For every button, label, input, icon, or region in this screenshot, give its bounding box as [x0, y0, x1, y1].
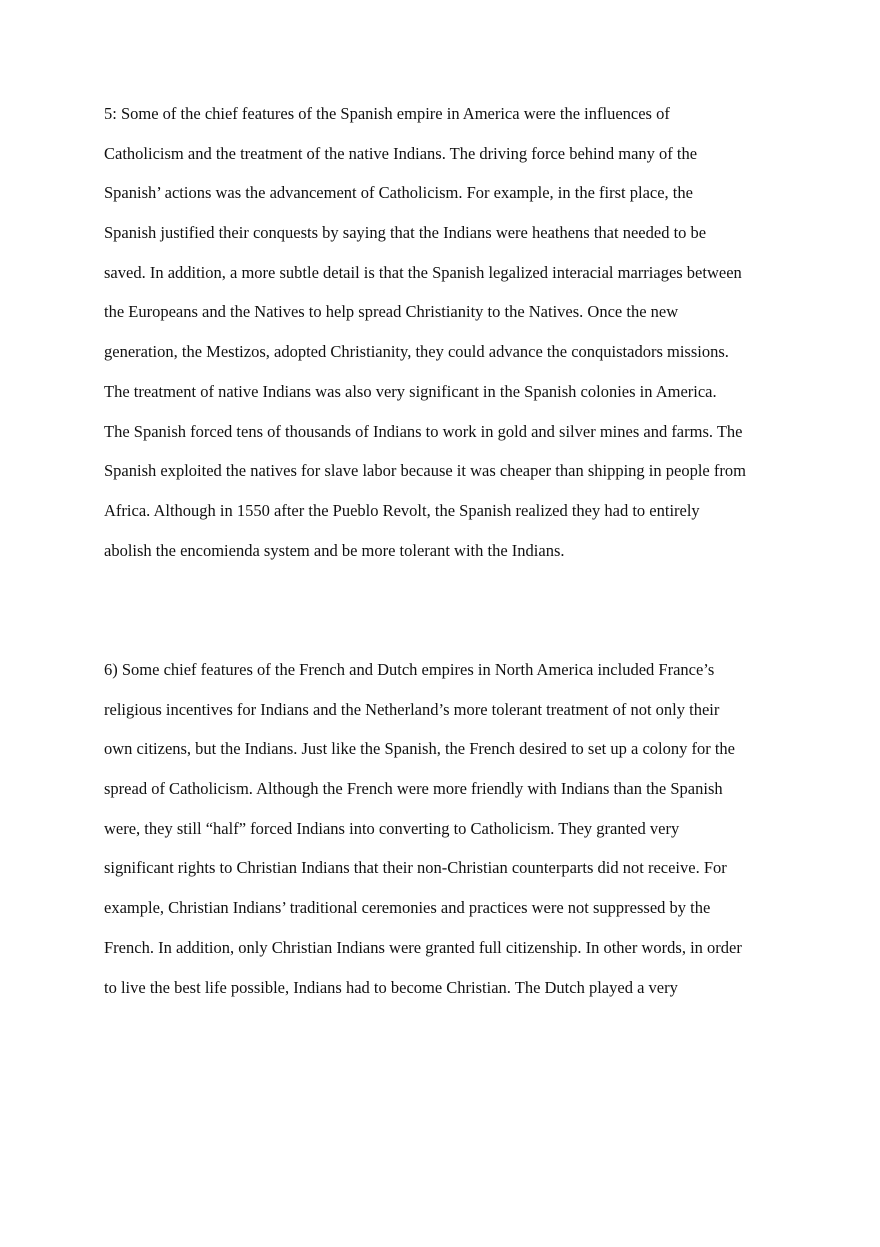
paragraph-line: own citizens, but the Indians. Just like the Spanish, the French desired to set up a colony for the [104, 739, 735, 759]
paragraph-line: Spanish justified their conquests by saying that the Indians were heathens that needed to be [104, 223, 707, 243]
paragraph-line: to live the best life possible, Indians had to become Christian. The Dutch played a very [104, 977, 678, 997]
paragraph-6 [104, 650, 794, 1007]
paragraph-line: Africa. Although in 1550 after the Pueblo Revolt, the Spanish realized they had to entirely [104, 500, 700, 520]
paragraph-line: Spanish exploited the natives for slave labor because it was cheaper than shipping in people from [104, 461, 746, 481]
paragraph-line: The Spanish forced tens of thousands of Indians to work in gold and silver mines and farms. The [104, 421, 743, 441]
paragraph-line: The treatment of native Indians was also very significant in the Spanish colonies in America. [104, 381, 717, 401]
paragraph-line: significant rights to Christian Indians that their non-Christian counterparts did not receive. For [104, 858, 727, 878]
paragraph-line: 5: Some of the chief features of the Spanish empire in America were the influences of [104, 104, 670, 123]
paragraph-line: spread of Catholicism. Although the French were more friendly with Indians than the Spanish [104, 779, 723, 799]
paragraph-line: example, Christian Indians’ traditional ceremonies and practices were not suppressed by the [104, 898, 711, 918]
paragraph-line: Catholicism and the treatment of the native Indians. The driving force behind many of the [104, 143, 698, 163]
paragraph-line: the Europeans and the Natives to help spread Christianity to the Natives. Once the new [104, 302, 679, 322]
paragraph-line: abolish the encomienda system and be more tolerant with the Indians. [104, 540, 565, 560]
paragraph-5 [104, 94, 794, 570]
paragraph-line: saved. In addition, a more subtle detail is that the Spanish legalized interacial marriages between [104, 262, 742, 282]
paragraph-line: religious incentives for Indians and the Netherland’s more tolerant treatment of not only their [104, 699, 720, 719]
paragraph-line: 6) Some chief features of the French and Dutch empires in North America included France’s [104, 660, 715, 679]
paragraph-line: generation, the Mestizos, adopted Christianity, they could advance the conquistadors missions. [104, 342, 729, 362]
paragraph-line: were, they still “half” forced Indians into converting to Catholicism. They granted very [104, 818, 680, 838]
paragraph-line: Spanish’ actions was the advancement of Catholicism. For example, in the first place, the [104, 183, 693, 203]
paragraph-line: French. In addition, only Christian Indians were granted full citizenship. In other words, in order [104, 937, 742, 957]
